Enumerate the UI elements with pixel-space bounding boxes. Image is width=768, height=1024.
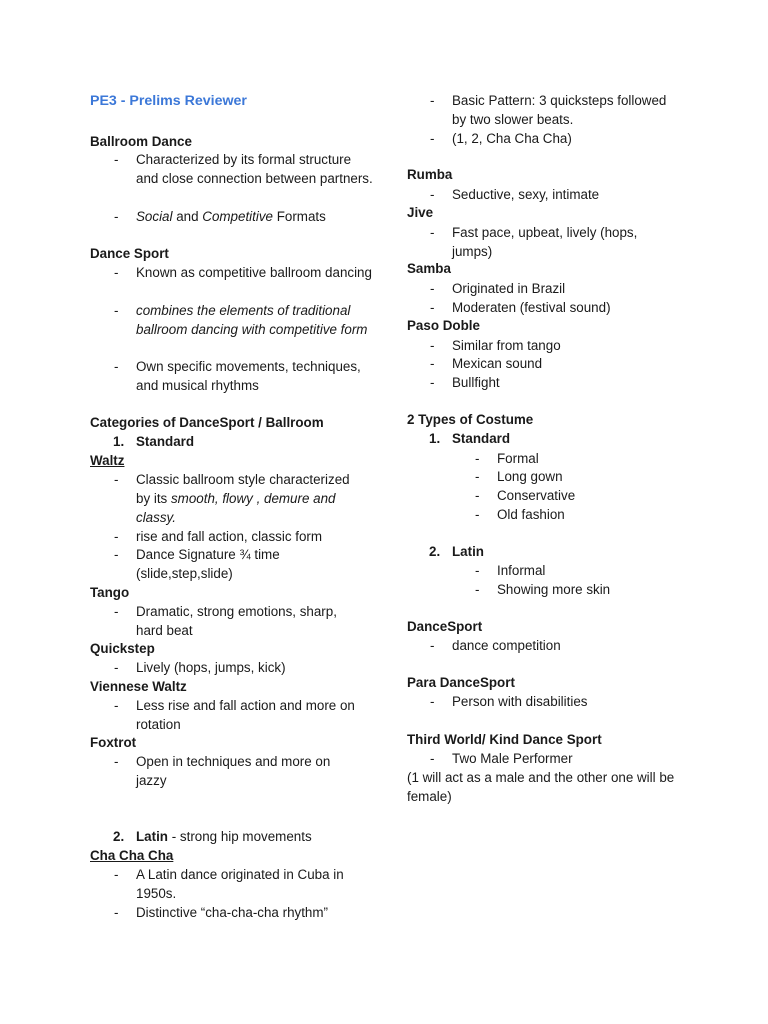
list-label: Standard	[136, 434, 195, 449]
list-label: Latin	[136, 829, 168, 844]
heading-third-world: Third World/ Kind Dance Sport	[407, 732, 602, 747]
heading-ballroom-dance: Ballroom Dance	[90, 134, 192, 149]
heading-dancesport: DanceSport	[407, 619, 483, 634]
bullet-text: Less rise and fall action and more on rotation	[136, 698, 355, 732]
bullet-dash: -	[430, 638, 435, 653]
bullet-cha-1	[114, 866, 366, 904]
bullet-costume-latin-2	[475, 581, 687, 600]
heading-categories: Categories of DanceSport / Ballroom	[90, 415, 324, 430]
bullet-cha-4	[430, 130, 692, 149]
bullet-quickstep-1	[114, 659, 376, 678]
bullet-dash: -	[114, 152, 119, 167]
bullet-dash: -	[114, 867, 119, 882]
bullet-text: A Latin dance originated in Cuba in 1950s.	[136, 867, 344, 901]
bullet-rumba-1	[430, 186, 692, 205]
bullet-dash: -	[475, 563, 480, 578]
bullet-text: Originated in Brazil	[452, 281, 566, 296]
bullet-text: Similar from tango	[452, 338, 561, 353]
bullet-dash: -	[475, 582, 480, 597]
bullet-dash: -	[430, 281, 435, 296]
bullet-dash: -	[114, 604, 119, 619]
heading-cha-cha-cha: Cha Cha Cha	[90, 848, 174, 863]
bullet-text: Long gown	[497, 469, 563, 484]
bullet-dash: -	[114, 472, 119, 487]
bullet-text: combines the elements of traditional ballroom dancing with competitive form	[136, 303, 368, 337]
bullet-dash: -	[114, 265, 119, 280]
bullet-foxtrot-1	[114, 753, 351, 791]
heading-viennese-waltz: Viennese Waltz	[90, 679, 187, 694]
doc-title: PE3 - Prelims Reviewer	[90, 93, 247, 109]
heading-quickstep: Quickstep	[90, 641, 155, 656]
heading-waltz: Waltz	[90, 453, 125, 468]
bullet-dash: -	[114, 529, 119, 544]
bullet-dash: -	[114, 698, 119, 713]
bullet-dash: -	[430, 187, 435, 202]
bullet-dash: -	[475, 451, 480, 466]
bullet-dash: -	[430, 300, 435, 315]
bullet-ballroom-1	[114, 151, 376, 189]
bullet-costume-standard-4	[475, 506, 687, 525]
bullet-text: Bullfight	[452, 375, 500, 390]
bullet-dancesport-2	[114, 302, 376, 340]
text-formats: Formats	[272, 209, 326, 224]
bullet-third-1	[430, 750, 692, 769]
bullet-viennese-1	[114, 697, 371, 735]
latin-description: - strong hip movements	[168, 829, 312, 844]
bullet-dash: -	[114, 303, 119, 318]
bullet-text: Known as competitive ballroom dancing	[136, 265, 372, 280]
list-number: 2.	[113, 829, 125, 844]
bullet-paso-3	[430, 374, 692, 393]
bullet-costume-latin-1	[475, 562, 687, 581]
list-label: Latin	[452, 544, 484, 559]
heading-paso-doble: Paso Doble	[407, 318, 480, 333]
text-competitive: Competitive	[202, 209, 273, 224]
bullet-samba-2	[430, 299, 692, 318]
heading-jive: Jive	[407, 205, 434, 220]
bullet-cha-3	[430, 92, 682, 130]
bullet-text: (1, 2, Cha Cha Cha)	[452, 131, 572, 146]
bullet-waltz-3	[114, 546, 326, 584]
list-number: 1.	[429, 431, 441, 446]
bullet-costume-standard-1	[475, 450, 687, 469]
bullet-text: Showing more skin	[497, 582, 611, 597]
bullet-dash: -	[430, 356, 435, 371]
bullet-dash: -	[114, 359, 119, 374]
bullet-text: Seductive, sexy, intimate	[452, 187, 600, 202]
bullet-dash: -	[430, 225, 435, 240]
heading-samba: Samba	[407, 261, 451, 276]
bullet-text: Mexican sound	[452, 356, 543, 371]
bullet-dash: -	[475, 488, 480, 503]
bullet-text: Informal	[497, 563, 546, 578]
bullet-dash: -	[430, 338, 435, 353]
bullet-dash: -	[475, 507, 480, 522]
bullet-text: Two Male Performer	[452, 751, 573, 766]
bullet-text: Moderaten (festival sound)	[452, 300, 611, 315]
bullet-waltz-2	[114, 528, 376, 547]
numbered-costume-latin	[429, 544, 484, 559]
bullet-dash: -	[430, 694, 435, 709]
bullet-text: Person with disabilities	[452, 694, 588, 709]
bullet-text: Lively (hops, jumps, kick)	[136, 660, 286, 675]
bullet-para-1	[430, 693, 692, 712]
bullet-text: rise and fall action, classic form	[136, 529, 323, 544]
heading-para-dancesport: Para DanceSport	[407, 675, 515, 690]
bullet-dash: -	[430, 93, 435, 108]
list-number: 2.	[429, 544, 441, 559]
bullet-paso-2	[430, 355, 692, 374]
bullet-cha-2	[114, 904, 376, 923]
bullet-dancesport-1	[114, 264, 376, 283]
numbered-costume-standard	[429, 431, 510, 446]
bullet-text: Distinctive “cha-cha-cha rhythm”	[136, 905, 328, 920]
bullet-jive-1	[430, 224, 662, 262]
heading-tango: Tango	[90, 585, 130, 600]
heading-foxtrot: Foxtrot	[90, 735, 137, 750]
bullet-dash: -	[114, 547, 119, 562]
bullet-dash: -	[114, 754, 119, 769]
heading-costume: 2 Types of Costume	[407, 412, 534, 427]
list-number: 1.	[113, 434, 125, 449]
heading-dance-sport: Dance Sport	[90, 246, 169, 261]
bullet-text: Basic Pattern: 3 quicksteps followed by two slower beats.	[452, 93, 667, 127]
bullet-dash: -	[475, 469, 480, 484]
text-social: Social	[136, 209, 173, 224]
bullet-waltz-1	[114, 471, 366, 527]
numbered-standard	[113, 434, 194, 449]
numbered-latin	[113, 829, 312, 844]
bullet-costume-standard-3	[475, 487, 687, 506]
heading-rumba: Rumba	[407, 167, 453, 182]
bullet-text: Classic ballroom style characterized by its	[136, 472, 350, 506]
bullet-text: Open in techniques and more on jazzy	[136, 754, 331, 788]
bullet-text-italic: smooth, flowy , demure and classy.	[136, 490, 336, 525]
bullet-dash: -	[114, 209, 119, 224]
text-and: and	[172, 209, 203, 224]
bullet-tango-1	[114, 603, 356, 641]
bullet-text: Conservative	[497, 488, 576, 503]
bullet-dash: -	[114, 905, 119, 920]
list-label: Standard	[452, 431, 511, 446]
bullet-text: Formal	[497, 451, 539, 466]
bullet-paso-1	[430, 337, 692, 356]
bullet-ballroom-2	[114, 208, 376, 227]
bullet-text: Fast pace, upbeat, lively (hops, jumps)	[452, 225, 638, 259]
bullet-text: Old fashion	[497, 507, 565, 522]
bullet-samba-1	[430, 280, 692, 299]
bullet-text: Dramatic, strong emotions, sharp, hard beat	[136, 604, 337, 638]
bullet-text: Dance Signature ¾ time (slide,step,slide)	[136, 547, 280, 581]
bullet-dash: -	[114, 660, 119, 675]
bullet-costume-standard-2	[475, 468, 687, 487]
bullet-ds-1	[430, 637, 692, 656]
bullet-dancesport-3	[114, 358, 376, 396]
bullet-text: Own specific movements, techniques, and musical rhythms	[136, 359, 361, 393]
bullet-dash: -	[430, 751, 435, 766]
bullet-dash: -	[430, 375, 435, 390]
bullet-text: Characterized by its formal structure and close connection between partners.	[136, 152, 373, 186]
bullet-text: dance competition	[452, 638, 561, 653]
third-world-note: (1 will act as a male and the other one will be female)	[407, 770, 675, 804]
bullet-dash: -	[430, 131, 435, 146]
